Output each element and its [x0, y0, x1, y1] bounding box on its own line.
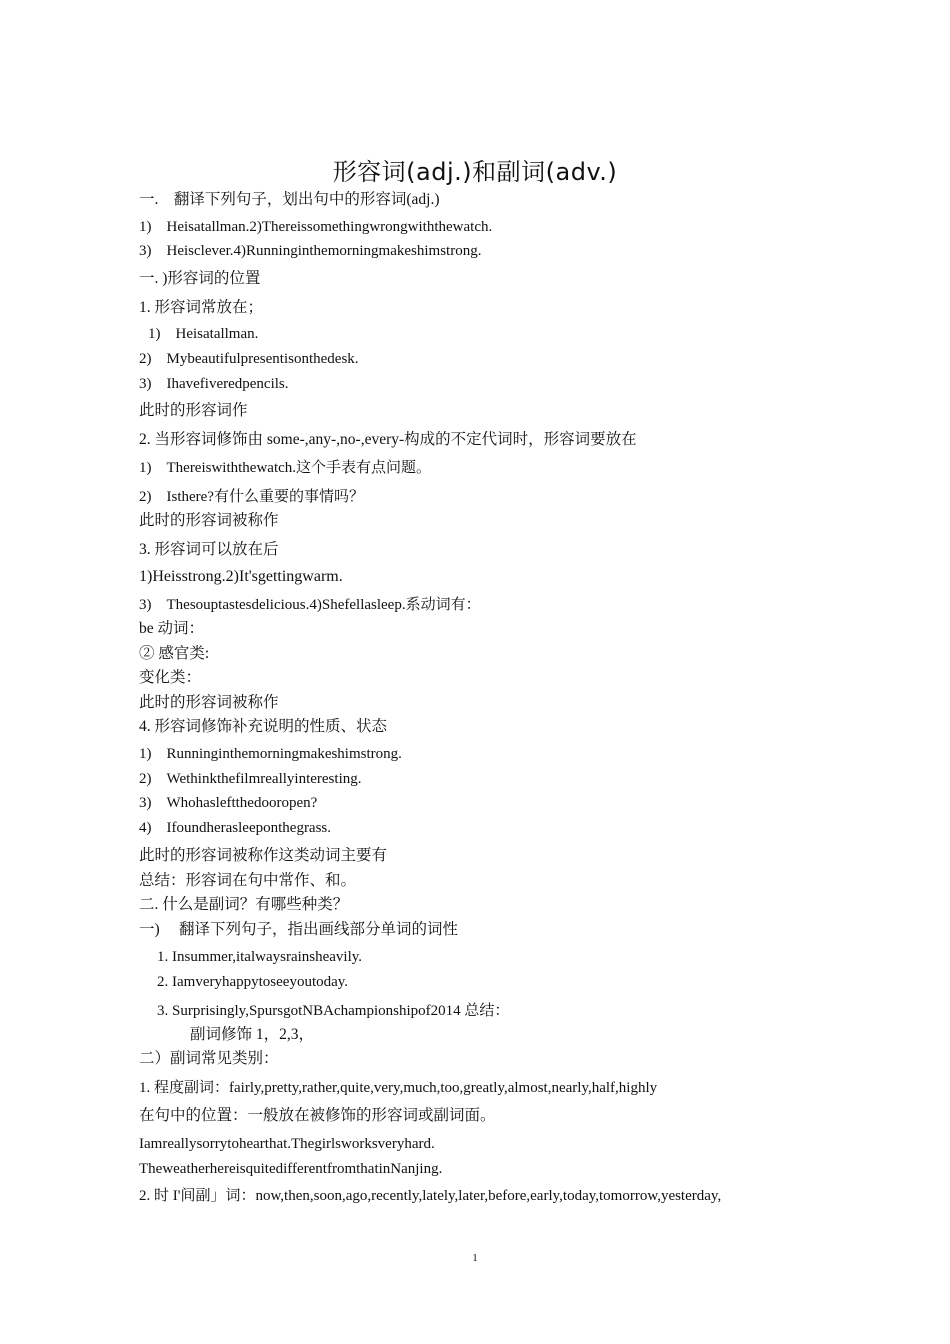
text-line: 1) Heisatallman.: [148, 326, 259, 342]
text-line: Iamreallysorrytohearthat.Thegirlsworksveryhard.: [139, 1136, 435, 1152]
text-line: 1. 形容词常放在；: [139, 299, 264, 316]
text-line: 1. 程度副词：fairly,pretty,rather,quite,very,much,too,greatly,almost,nearly,half,highly: [139, 1080, 658, 1096]
text-line: 2. 当形容词修饰由 some-,any-,no-,every-构成的不定代词时，形容词要放在: [139, 431, 637, 448]
text-line: 2) Isthere?有什么重要的事情吗？: [139, 489, 364, 505]
section-heading: 一. )形容词的位置: [139, 270, 261, 287]
text-line: 在句中的位置：一般放在被修饰的形容词或副词面。: [139, 1107, 496, 1124]
text-line: 此时的形容词被称作这类动词主要有: [139, 847, 388, 864]
text-line: 3) Thesouptastesdelicious.4)Shefellasleep.系动词有：: [139, 597, 481, 613]
page-title: 形容词(adj.)和副词(adv.): [332, 158, 618, 187]
text-line: 2. Iamveryhappytoseeyoutoday.: [157, 974, 349, 990]
text-line: 2) Mybeautifulpresentisonthedesk.: [139, 351, 359, 367]
page-number: 1: [472, 1252, 478, 1264]
section-heading: 二）副词常见类别：: [139, 1050, 279, 1067]
text-line: 1) Thereiswiththewatch.这个手表有点问题。: [139, 460, 432, 476]
text-line: 2. 时 I'间副」词：now,then,soon,ago,recently,lately,later,before,early,today,tomorrow,yesterday,: [139, 1188, 722, 1204]
text-line: 此时的形容词作: [139, 402, 248, 419]
text-line: 变化类：: [139, 669, 202, 686]
text-line: ② 感官类:: [139, 645, 210, 662]
text-line: 副词修饰 1，2,3，: [190, 1026, 315, 1043]
text-line: 3. Surprisingly,SpursgotNBAchampionshipof2014 总结：: [157, 1003, 510, 1019]
text-line: 此时的形容词被称作: [139, 694, 279, 711]
text-line: 3. 形容词可以放在后: [139, 541, 279, 558]
text-line: 1) Runninginthemorningmakeshimstrong.: [139, 746, 402, 762]
text-line: 1)Heisstrong.2)It'sgettingwarm.: [139, 568, 343, 585]
text-line: 总结：形容词在句中常作、和。: [139, 872, 357, 889]
text-line: 1) Heisatallman.2)Thereissomethingwrongwiththewatch.: [139, 219, 493, 235]
text-line: 此时的形容词被称作: [139, 512, 279, 529]
text-line: 4) Ifoundherasleeponthegrass.: [139, 820, 332, 836]
section-heading: 一. 翻译下列句子，划出句中的形容词(adj.): [139, 191, 440, 208]
text-line: 3) Heisclever.4)Runninginthemorningmakeshimstrong.: [139, 243, 482, 259]
section-heading: 二. 什么是副词？有哪些种类？: [139, 896, 349, 913]
text-line: 2) Wethinkthefilmreallyinteresting.: [139, 771, 362, 787]
section-heading: 一) 翻译下列句子，指出画线部分单词的词性: [139, 921, 459, 938]
text-line: 1. Insummer,italwaysrainsheavily.: [157, 949, 363, 965]
text-line: 4. 形容词修饰补充说明的性质、状态: [139, 718, 388, 735]
text-line: be 动词：: [139, 620, 205, 637]
text-line: TheweatherhereisquitedifferentfromthatinNanjing.: [139, 1161, 443, 1177]
text-line: 3) Whohasleftthedooropen?: [139, 795, 318, 811]
text-line: 3) Ihavefiveredpencils.: [139, 376, 289, 392]
